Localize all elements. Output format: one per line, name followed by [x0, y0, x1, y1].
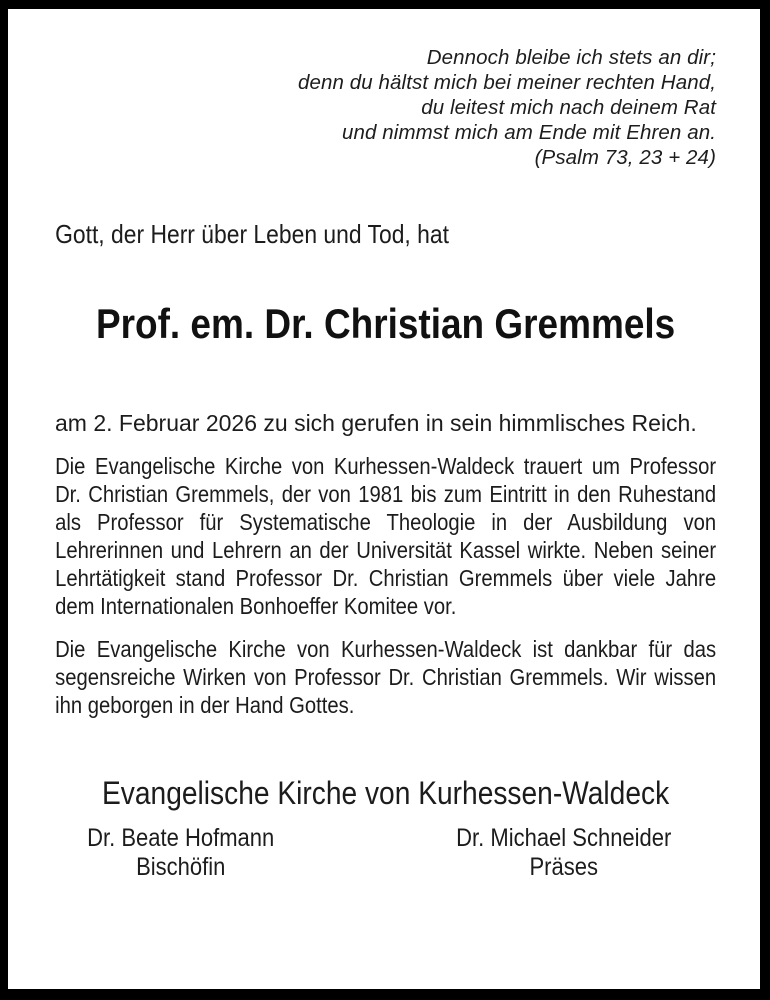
- psalm-quote-line: Dennoch bleibe ich stets an dir;: [426, 46, 716, 69]
- signatory-right-role: Präses: [529, 853, 599, 881]
- psalm-quote-line: und nimmst mich am Ende mit Ehren an.: [342, 121, 716, 144]
- psalm-quote-line: du leitest mich nach deinem Rat: [421, 96, 716, 119]
- organization-name-text: Evangelische Kirche von Kurhessen-Waldeck: [101, 775, 670, 811]
- death-date-line: am 2. Februar 2026 zu sich gerufen in sein himmlisches Reich.: [55, 410, 697, 436]
- body-paragraph-2: [55, 635, 716, 719]
- psalm-quote-line: denn du hältst mich bei meiner rechten Hand,: [297, 71, 716, 94]
- organization-name: [55, 774, 716, 812]
- intro-line: [55, 218, 716, 250]
- signatory-left-name: Dr. Beate Hofmann: [87, 824, 275, 852]
- body-paragraph-1-text: Die Evangelische Kirche von Kurhessen-Waldeck trauert um Professor Dr. Christian Gremmels, der von 1981 bis zum Eintritt in den Ruhestand als Professor für Systematische Theologie in der Ausbildung von Lehrerinnen und Lehrern an der Universität Kassel wirkte. Neben seiner Lehrtätigkeit stand Professor Dr. Christian Gremmels über viele Jahre dem Internationalen Bonhoeffer Komitee vor.: [54, 453, 717, 619]
- signatory-left-role: Bischöfin: [135, 853, 226, 881]
- signatory-right-name: Dr. Michael Schneider: [456, 824, 672, 852]
- notice-content: [8, 45, 760, 882]
- psalm-quote: [55, 45, 716, 170]
- signatory-right: [412, 824, 716, 882]
- body-paragraph-1: [55, 452, 716, 620]
- deceased-name: [55, 299, 716, 349]
- deceased-name-text: Prof. em. Dr. Christian Gremmels: [95, 300, 676, 347]
- signatory-left: [55, 824, 306, 882]
- body-paragraph-2-text: Die Evangelische Kirche von Kurhessen-Waldeck ist dankbar für das segensreiche Wirken von Professor Dr. Christian Gremmels. Wir wissen ihn geborgen in der Hand Gottes.: [54, 636, 717, 718]
- intro-line-text: Gott, der Herr über Leben und Tod, hat: [54, 219, 449, 249]
- psalm-quote-source: (Psalm 73, 23 + 24): [534, 146, 716, 169]
- signature-row: [55, 824, 716, 882]
